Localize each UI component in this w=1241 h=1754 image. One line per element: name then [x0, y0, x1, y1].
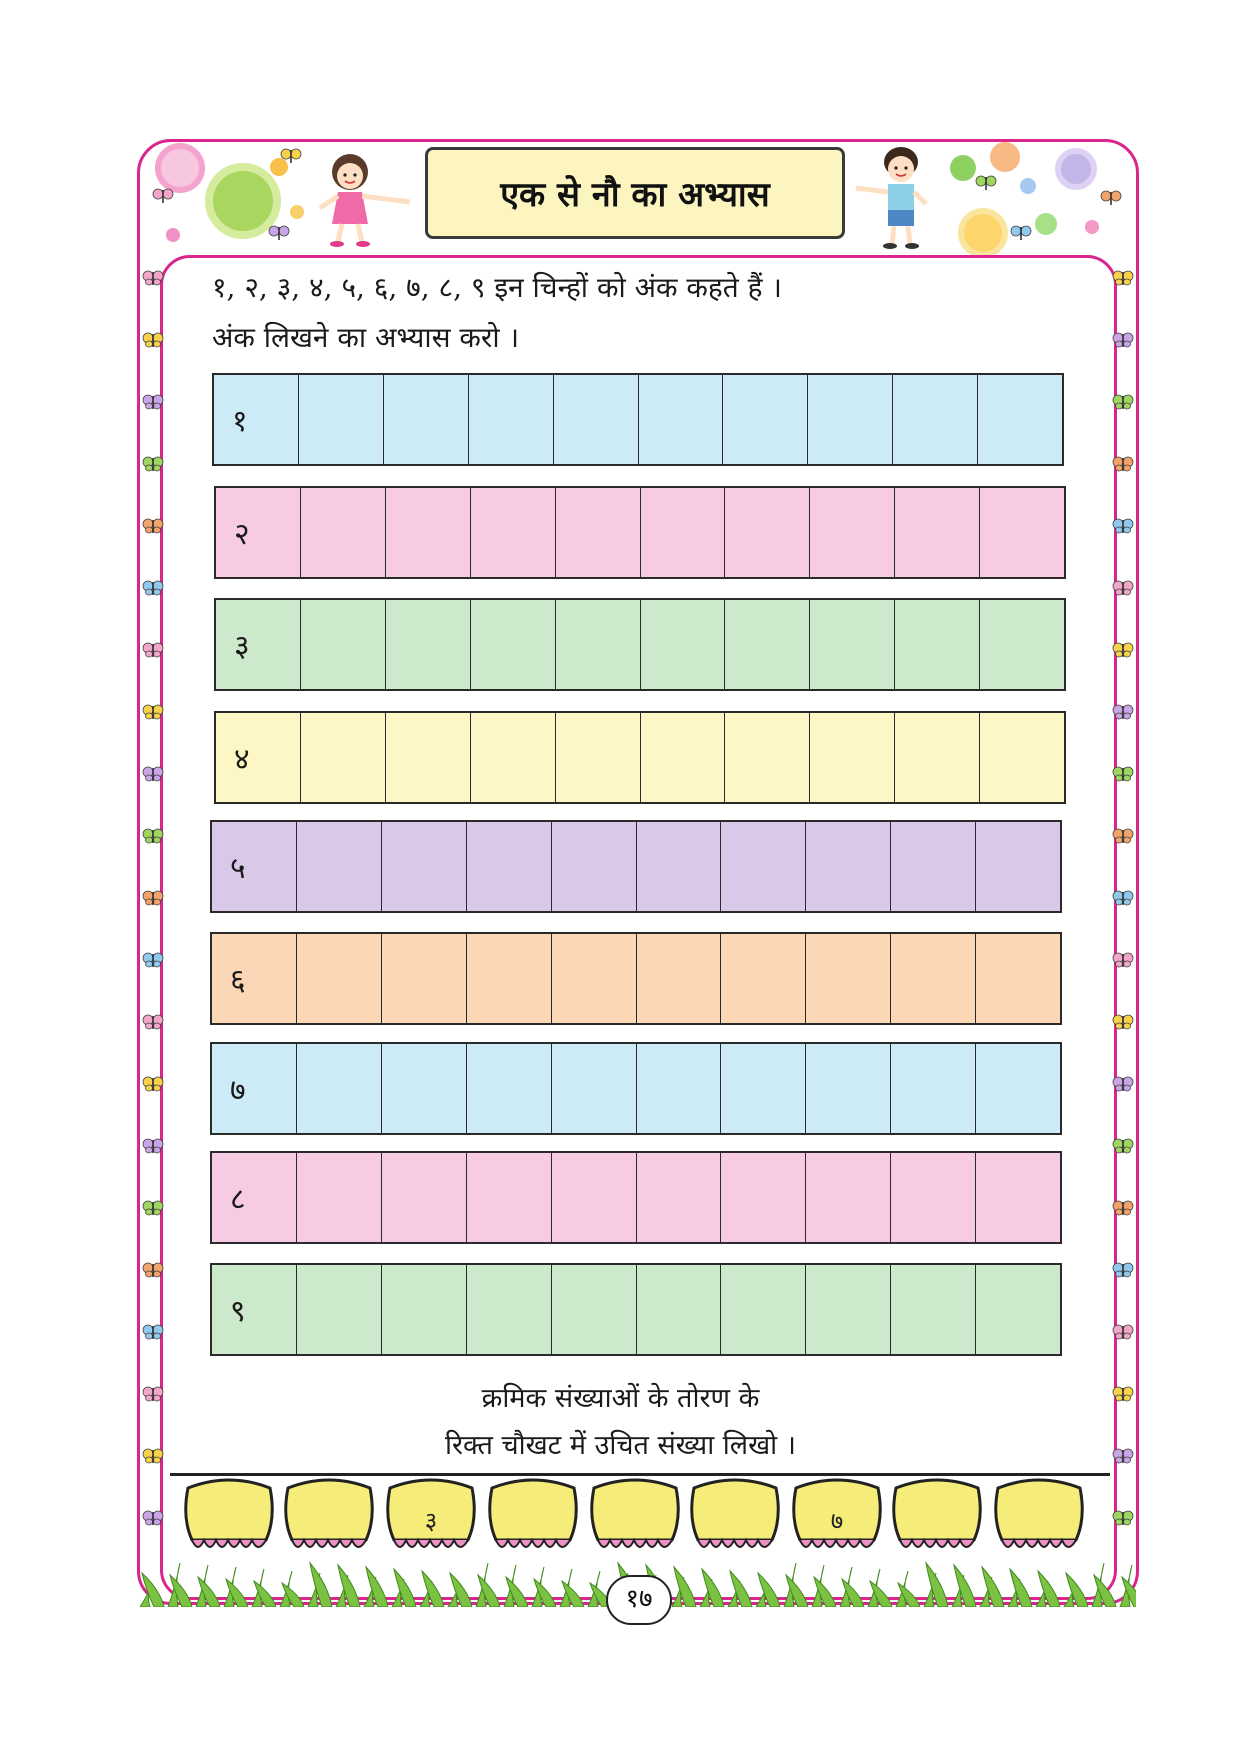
writing-cell[interactable]	[979, 600, 1064, 689]
writing-cell[interactable]	[381, 1153, 466, 1242]
butterfly-icon	[142, 1014, 164, 1030]
title-banner	[425, 147, 845, 239]
writing-cell[interactable]	[466, 1153, 551, 1242]
butterfly-icon	[1112, 1324, 1134, 1340]
writing-cell[interactable]	[466, 934, 551, 1023]
butterfly-icon	[1112, 580, 1134, 596]
toran-box-number: ७	[830, 1507, 844, 1535]
writing-cell[interactable]	[385, 600, 470, 689]
writing-cell[interactable]	[551, 822, 636, 911]
writing-cell[interactable]	[975, 934, 1060, 1023]
butterfly-icon	[1112, 642, 1134, 658]
writing-cell[interactable]	[805, 1153, 890, 1242]
writing-cell[interactable]	[720, 934, 805, 1023]
writing-cell[interactable]	[470, 488, 555, 577]
writing-cell[interactable]	[979, 713, 1064, 802]
butterfly-icon	[142, 580, 164, 596]
writing-cell[interactable]	[890, 1265, 975, 1354]
writing-cell[interactable]	[383, 375, 468, 464]
writing-cell[interactable]	[805, 1044, 890, 1133]
butterfly-icon	[142, 828, 164, 844]
girl-illustration	[310, 150, 420, 250]
practice-row	[214, 598, 1066, 691]
writing-cell[interactable]	[385, 713, 470, 802]
writing-cell[interactable]	[892, 375, 977, 464]
butterfly-icon	[1112, 1076, 1134, 1092]
writing-cell[interactable]	[805, 822, 890, 911]
butterfly-icon	[142, 518, 164, 534]
writing-cell[interactable]	[385, 488, 470, 577]
practice-row	[210, 1042, 1062, 1135]
writing-cell[interactable]	[468, 375, 553, 464]
row-digit-label: ६	[230, 963, 246, 998]
butterfly-icon	[142, 704, 164, 720]
writing-cell[interactable]	[551, 1153, 636, 1242]
writing-cell[interactable]	[381, 1044, 466, 1133]
row-digit-label: ४	[234, 742, 250, 777]
writing-cell[interactable]	[894, 488, 979, 577]
writing-cell[interactable]	[809, 488, 894, 577]
butterfly-icon	[142, 270, 164, 286]
writing-cell[interactable]	[381, 1265, 466, 1354]
butterfly-icon	[1112, 1262, 1134, 1278]
butterfly-icon	[268, 225, 290, 241]
row-digit-label: ९	[230, 1294, 246, 1329]
writing-cell[interactable]	[636, 1044, 721, 1133]
writing-cell[interactable]	[296, 1265, 381, 1354]
writing-cell[interactable]	[466, 1265, 551, 1354]
writing-cell[interactable]	[555, 488, 640, 577]
butterfly-icon	[142, 1200, 164, 1216]
writing-cell[interactable]	[300, 600, 385, 689]
writing-cell[interactable]	[975, 1044, 1060, 1133]
writing-cell[interactable]	[636, 1265, 721, 1354]
writing-cell[interactable]	[890, 934, 975, 1023]
writing-cell[interactable]	[466, 1044, 551, 1133]
butterfly-icon	[142, 766, 164, 782]
writing-cell[interactable]	[551, 934, 636, 1023]
writing-cell[interactable]	[551, 1265, 636, 1354]
butterfly-icon	[280, 148, 302, 164]
butterfly-icon	[142, 642, 164, 658]
butterfly-icon	[1112, 766, 1134, 782]
writing-cell[interactable]	[300, 488, 385, 577]
writing-cell[interactable]	[640, 600, 725, 689]
practice-row	[210, 820, 1062, 913]
butterfly-icon	[142, 456, 164, 472]
toran-instruction-line-2: रिक्त चौखट में उचित संख्या लिखो ।	[444, 1430, 796, 1461]
writing-cell[interactable]	[381, 822, 466, 911]
butterfly-icon	[1100, 190, 1122, 206]
writing-cell[interactable]	[894, 600, 979, 689]
butterfly-icon	[142, 1510, 164, 1526]
writing-cell[interactable]	[553, 375, 638, 464]
butterfly-icon	[142, 1324, 164, 1340]
practice-row	[214, 711, 1066, 804]
writing-cell[interactable]	[555, 600, 640, 689]
butterfly-icon	[1112, 1138, 1134, 1154]
writing-cell[interactable]	[890, 1153, 975, 1242]
writing-cell[interactable]	[640, 713, 725, 802]
butterfly-icon	[142, 890, 164, 906]
butterfly-icon	[1112, 332, 1134, 348]
writing-cell[interactable]	[807, 375, 892, 464]
writing-cell[interactable]	[722, 375, 807, 464]
writing-cell[interactable]	[296, 934, 381, 1023]
writing-cell[interactable]	[640, 488, 725, 577]
writing-cell[interactable]	[975, 1265, 1060, 1354]
butterfly-icon	[152, 188, 174, 204]
row-digit-label: १	[232, 404, 248, 439]
writing-cell[interactable]	[636, 1153, 721, 1242]
writing-cell[interactable]	[890, 822, 975, 911]
practice-row	[212, 373, 1064, 466]
row-digit-label: २	[234, 517, 250, 552]
writing-cell[interactable]	[296, 1153, 381, 1242]
practice-row	[210, 1263, 1062, 1356]
page-title: एक से नौ का अभ्यास	[500, 175, 770, 215]
writing-cell[interactable]	[300, 713, 385, 802]
writing-cell[interactable]	[809, 713, 894, 802]
butterfly-icon	[1112, 270, 1134, 286]
practice-row	[210, 1151, 1062, 1244]
writing-cell[interactable]	[890, 1044, 975, 1133]
writing-cell[interactable]	[805, 1265, 890, 1354]
butterfly-icon	[142, 332, 164, 348]
writing-cell[interactable]	[720, 822, 805, 911]
practice-row	[214, 486, 1066, 579]
writing-cell[interactable]	[720, 1153, 805, 1242]
butterfly-icon	[1010, 225, 1032, 241]
writing-cell[interactable]	[724, 488, 809, 577]
writing-cell[interactable]	[979, 488, 1064, 577]
butterfly-icon	[1112, 1510, 1134, 1526]
writing-cell[interactable]	[636, 822, 721, 911]
boy-illustration	[846, 142, 946, 252]
row-digit-label: ८	[230, 1182, 246, 1217]
writing-cell[interactable]	[470, 713, 555, 802]
toran-box-number: ३	[424, 1507, 438, 1535]
writing-cell[interactable]	[636, 934, 721, 1023]
intro-line-2: अंक लिखने का अभ्यास करो ।	[212, 321, 520, 354]
butterfly-icon	[1112, 952, 1134, 968]
butterfly-icon	[142, 394, 164, 410]
writing-cell[interactable]	[720, 1044, 805, 1133]
writing-cell[interactable]	[809, 600, 894, 689]
practice-row	[210, 932, 1062, 1025]
writing-cell[interactable]	[555, 713, 640, 802]
writing-cell[interactable]	[470, 600, 555, 689]
row-digit-label: ३	[234, 629, 250, 664]
butterfly-icon	[1112, 518, 1134, 534]
writing-cell[interactable]	[977, 375, 1062, 464]
writing-cell[interactable]	[724, 600, 809, 689]
butterfly-icon	[1112, 456, 1134, 472]
intro-line-1: १, २, ३, ४, ५, ६, ७, ८, ९ इन चिन्हों को अंक कहते हैं ।	[212, 271, 783, 304]
page-number: १७	[606, 1575, 672, 1625]
butterfly-icon	[1112, 1200, 1134, 1216]
writing-cell[interactable]	[975, 822, 1060, 911]
butterfly-icon	[975, 175, 997, 191]
writing-cell[interactable]	[720, 1265, 805, 1354]
butterfly-icon	[142, 1262, 164, 1278]
toran-instruction-line-1: क्रमिक संख्याओं के तोरण के	[481, 1383, 760, 1414]
row-digit-label: ५	[230, 851, 246, 886]
butterfly-icon	[142, 952, 164, 968]
writing-cell[interactable]	[638, 375, 723, 464]
butterfly-icon	[1112, 1014, 1134, 1030]
row-digit-label: ७	[230, 1073, 246, 1108]
writing-cell[interactable]	[296, 1044, 381, 1133]
writing-cell[interactable]	[551, 1044, 636, 1133]
writing-cell[interactable]	[466, 822, 551, 911]
butterfly-icon	[1112, 704, 1134, 720]
writing-cell[interactable]	[805, 934, 890, 1023]
butterfly-icon	[142, 1138, 164, 1154]
butterfly-icon	[142, 1076, 164, 1092]
writing-cell[interactable]	[296, 822, 381, 911]
butterfly-icon	[1112, 394, 1134, 410]
butterfly-icon	[1112, 890, 1134, 906]
butterfly-icon	[1112, 828, 1134, 844]
writing-cell[interactable]	[894, 713, 979, 802]
writing-cell[interactable]	[724, 713, 809, 802]
writing-cell[interactable]	[381, 934, 466, 1023]
writing-cell[interactable]	[298, 375, 383, 464]
toran-string	[170, 1473, 1110, 1476]
writing-cell[interactable]	[975, 1153, 1060, 1242]
